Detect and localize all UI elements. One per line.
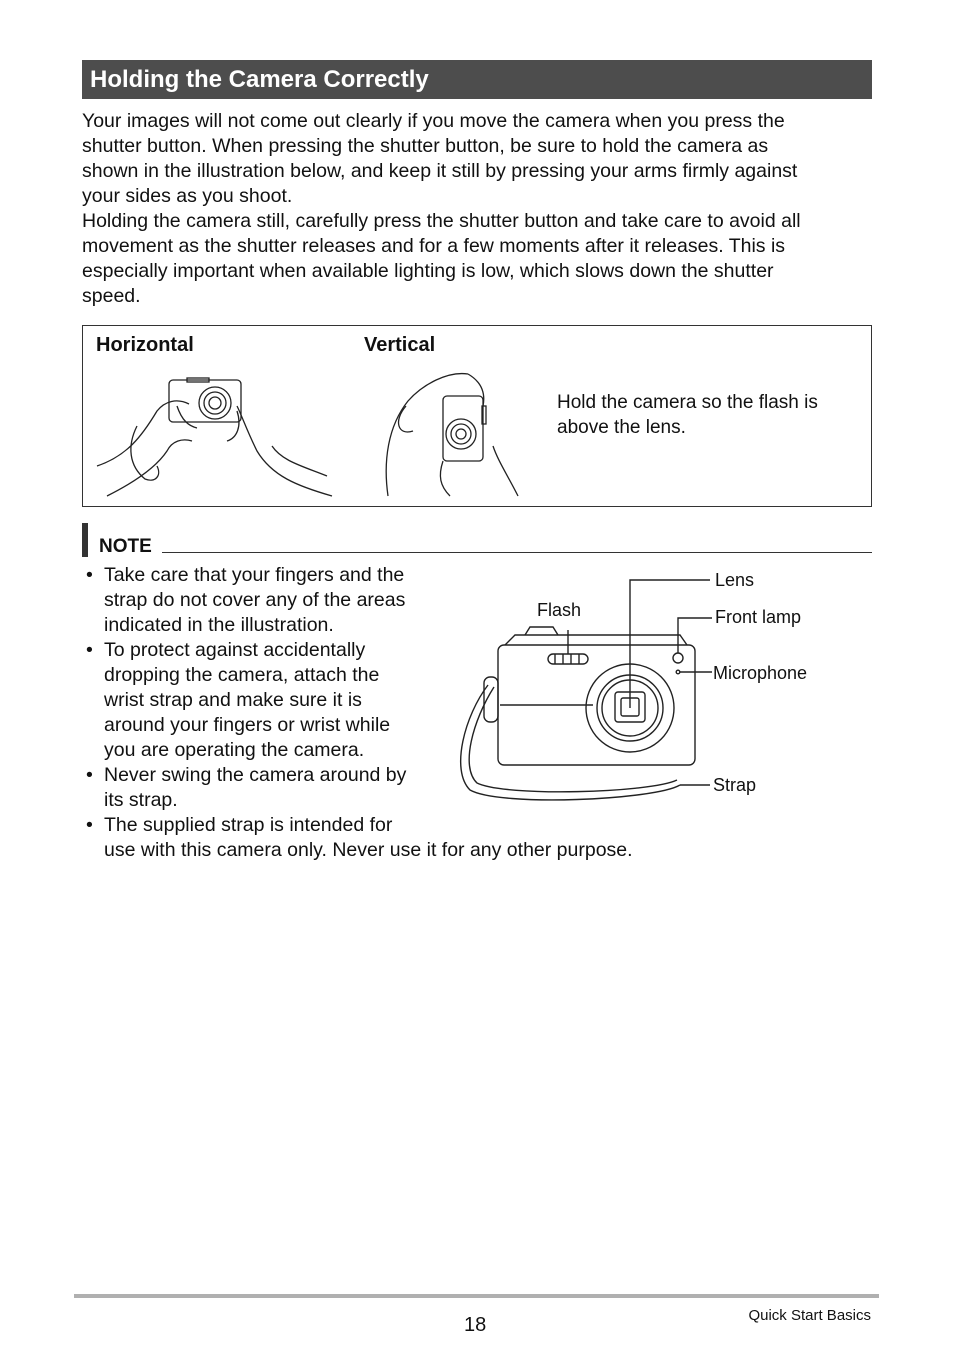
microphone-hole [676,670,680,674]
text-line: movement as the shutter releases and for a few moments after it releases. This is [82,235,786,257]
flash-window [548,654,588,664]
text-line: To protect against accidentally [104,639,366,661]
intro-text [82,109,872,309]
intro-paragraph-2 [82,209,872,309]
horizontal-hold-illustration [97,366,337,501]
label-front-lamp: Front lamp [715,607,802,627]
note-item [82,813,722,863]
note-label: NOTE [99,536,152,557]
bullet-dot: • [86,564,93,586]
hold-instruction [557,390,857,440]
label-lens: Lens [715,570,755,590]
horizontal-label: Horizontal [96,334,194,356]
camera-top-plate [505,635,687,645]
text-line: above the lens. [557,417,686,438]
front-lamp [673,653,683,663]
text-line: Take care that your fingers and the [104,564,405,586]
intro-paragraph-1 [82,109,872,209]
text-line: its strap. [104,789,178,811]
text-line: around your fingers or wrist while [104,714,391,736]
label-microphone: Microphone [713,663,808,683]
camera-parts-diagram [455,575,735,810]
vertical-hold-illustration [368,366,528,501]
vertical-label: Vertical [364,334,436,356]
label-flash: Flash [537,600,582,620]
text-line: shown in the illustration below, and keep it still by pressing your arms firmly against [82,160,798,182]
text-line: you are operating the camera. [104,739,365,761]
text-line: Never swing the camera around by [104,764,407,786]
text-line: wrist strap and make sure it is [104,689,362,711]
holding-positions-box [82,325,872,507]
strap-loop [461,685,680,800]
text-line: The supplied strap is intended for [104,814,393,836]
text-line: shutter button. When pressing the shutter button, be sure to hold the camera as [82,135,769,157]
footer-rule [74,1294,879,1298]
text-line: your sides as you shoot. [82,185,293,207]
text-line: Hold the camera so the flash is [557,392,818,413]
text-line: speed. [82,285,141,307]
bullet-dot: • [86,814,93,836]
section-heading: Holding the Camera Correctly [82,60,872,99]
text-line: Your images will not come out clearly if you move the camera when you press the [82,110,785,132]
text-line: indicated in the illustration. [104,614,334,636]
text-line: use with this camera only. Never use it for any other purpose. [104,839,633,861]
text-line: Holding the camera still, carefully press the shutter button and take care to avoid all [82,210,801,232]
text-line: especially important when available lighting is low, which slows down the shutter [82,260,774,282]
label-strap: Strap [713,775,757,795]
shutter-button-outline [525,627,558,635]
note-divider [162,552,872,553]
bullet-dot: • [86,764,93,786]
text-line: dropping the camera, attach the [104,664,380,686]
page-number: 18 [464,1314,487,1336]
note-marker [82,523,88,557]
bullet-dot: • [86,639,93,661]
text-line: strap do not cover any of the areas [104,589,406,611]
footer-section-name: Quick Start Basics [748,1307,871,1324]
